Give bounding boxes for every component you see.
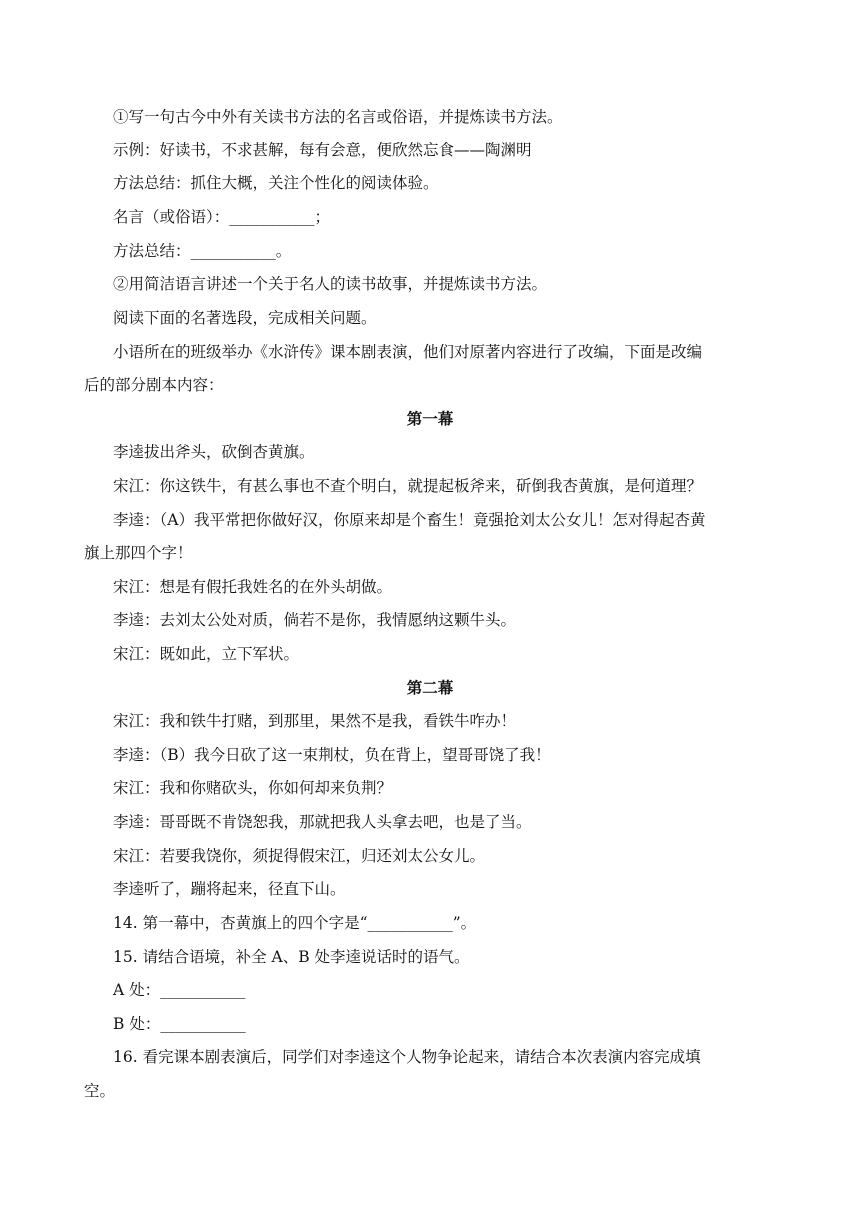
script-line: 李逵：哥哥既不肯饶恕我，那就把我人头拿去吧，也是了当。 [113,813,532,831]
question-14: 14. 第一幕中，杏黄旗上的四个字是“___________”。 [113,914,477,932]
script-line-continued: 旗上那四个字！ [84,544,193,562]
question-15: 15. 请结合语境，补全 A、B 处李逵说话时的语气。 [113,948,470,966]
script-line: 李逵拔出斧头，砍倒杏黄旗。 [113,443,315,461]
script-line: 李逵：（B）我今日砍了这一束荆杖，负在背上，望哥哥饶了我！ [113,746,551,764]
scene-one-heading: 第一幕 [406,409,454,428]
script-line: 宋江：我和你赌砍头，你如何却来负荆？ [113,779,393,797]
answer-b-blank: B 处：___________ [113,1015,246,1033]
quote-blank: 名言（或俗语）：___________； [113,208,331,226]
script-line: 宋江：若要我饶你，须捉得假宋江，归还刘太公女儿。 [113,847,486,865]
script-line: 宋江：你这铁牛，有甚么事也不查个明白，就提起板斧来，斫倒我杏黄旗，是何道理？ [113,477,703,495]
example-quote: 示例：好读书，不求甚解，每有会意，便欣然忘食——陶渊明 [113,141,532,159]
question-16-line-1: 16. 看完课本剧表演后，同学们对李逵这个人物争论起来，请结合本次表演内容完成填 [113,1048,701,1066]
example-method: 方法总结：抓住大概，关注个性化的阅读体验。 [113,174,439,192]
scene-two-heading: 第二幕 [406,678,454,697]
answer-a-blank: A 处：___________ [113,981,246,999]
question-16-line-2: 空。 [84,1082,116,1100]
prompt-quote-task: ①写一句古今中外有关读书方法的名言或俗语，并提炼读书方法。 [113,108,563,126]
script-line: 宋江：我和铁牛打赌，到那里，果然不是我，看铁牛咋办！ [113,712,517,730]
script-line: 宋江：既如此，立下军状。 [113,645,300,663]
reading-instruction: 阅读下面的名著选段，完成相关问题。 [113,309,377,327]
script-line: 李逵：（A）我平常把你做好汉，你原来却是个畜生！竟强抢刘太公女儿！怎对得起杏黄 [113,511,706,529]
script-line: 李逵：去刘太公处对质，倘若不是你，我情愿纳这颗牛头。 [113,611,517,629]
method-blank: 方法总结：___________。 [113,242,292,260]
prompt-story-task: ②用简洁语言讲述一个关于名人的读书故事，并提炼读书方法。 [113,275,548,293]
script-line: 宋江：想是有假托我姓名的在外头胡做。 [113,578,393,596]
intro-paragraph-line-2: 后的部分剧本内容： [84,376,224,394]
script-line: 李逵听了，蹦将起来，径直下山。 [113,880,346,898]
intro-paragraph-line-1: 小语所在的班级举办《水浒传》课本剧表演，他们对原著内容进行了改编，下面是改编 [113,343,703,361]
